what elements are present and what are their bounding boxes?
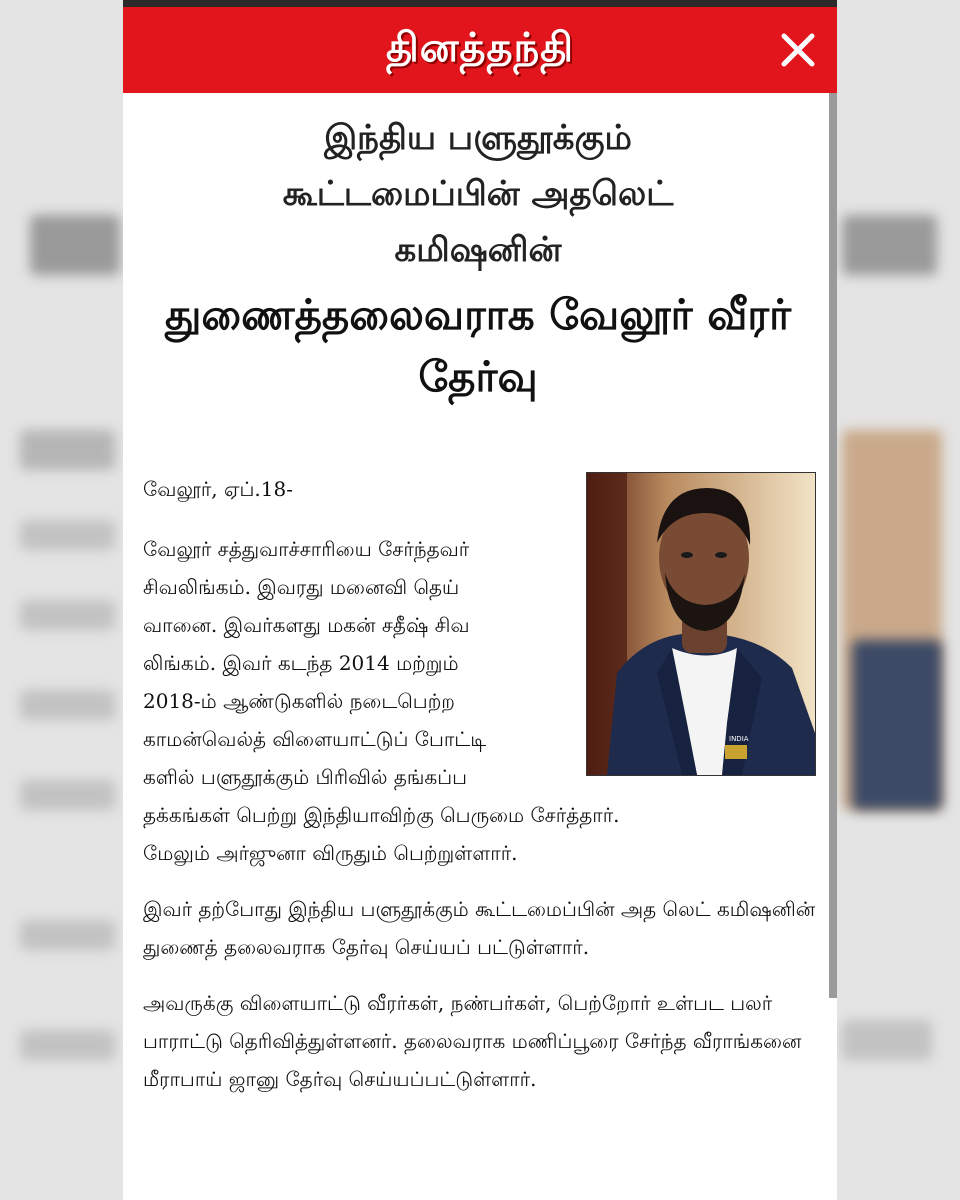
paragraph-2: இவர் தற்போது இந்திய பளுதூக்கும் கூட்டமைப்பின் அத லெட் கமிஷனின் துணைத் தலைவராக தேர்வு செய்யப் பட்டுள்ளார். xyxy=(143,897,816,959)
scrollbar[interactable] xyxy=(829,93,837,998)
headline-line-2: கூட்டமைப்பின் அதலெட் xyxy=(282,174,674,214)
para1-line: களில் பளுதூக்கும் பிரிவில் தங்கப்ப xyxy=(143,765,467,789)
background-page-right xyxy=(837,0,960,1200)
article-body xyxy=(143,470,818,1116)
jacket-badge-text: INDIA xyxy=(729,735,749,743)
headline-main: துணைத்தலைவராக வேலூர் வீரர் தேர்வு xyxy=(164,290,792,401)
para1-line: தக்கங்கள் பெற்று இந்தியாவிற்கு பெருமை சேர்த்தார். xyxy=(143,803,620,827)
paragraph-3: அவருக்கு விளையாட்டு வீரர்கள், நண்பர்கள், பெற்றோர் உள்பட பலர் பாராட்டு தெரிவித்துள்ளனர். தலைவராக மணிப்பூரை சேர்ந்த வீராங்கனை மீராபாய் ஜானு தேர்வு செய்யப்பட்டுள்ளார். xyxy=(143,991,802,1091)
para1-line: சிவலிங்கம். இவரது மனைவி தெய் xyxy=(143,575,460,599)
masthead xyxy=(123,7,837,93)
newspaper-logo[interactable]: தினத்தந்தி xyxy=(385,24,575,71)
para1-line: மேலும் அர்ஜுனா விருதும் பெற்றுள்ளார். xyxy=(143,841,518,865)
article-card xyxy=(123,0,837,1200)
close-button[interactable] xyxy=(773,25,823,75)
headline-line-3: கமிஷனின் xyxy=(394,230,562,270)
headline-line-1: இந்திய பளுதூக்கும் xyxy=(324,118,632,158)
top-border xyxy=(123,0,837,7)
para1-line: வானை. இவர்களது மகன் சதீஷ் சிவ xyxy=(143,613,470,637)
background-page-left xyxy=(0,0,123,1200)
dateline: வேலூர், ஏப்.18- xyxy=(143,477,293,501)
close-icon xyxy=(780,32,816,68)
article-headline xyxy=(153,110,803,408)
para1-line: 2018-ம் ஆண்டுகளில் நடைபெற்ற xyxy=(143,689,455,713)
paragraph-1 xyxy=(143,530,818,872)
para1-line: லிங்கம். இவர் கடந்த 2014 மற்றும் xyxy=(143,651,459,675)
para1-line: காமன்வெல்த் விளையாட்டுப் போட்டி xyxy=(143,727,487,751)
para1-line: வேலூர் சத்துவாச்சாரியை சேர்ந்தவர் xyxy=(143,537,470,561)
